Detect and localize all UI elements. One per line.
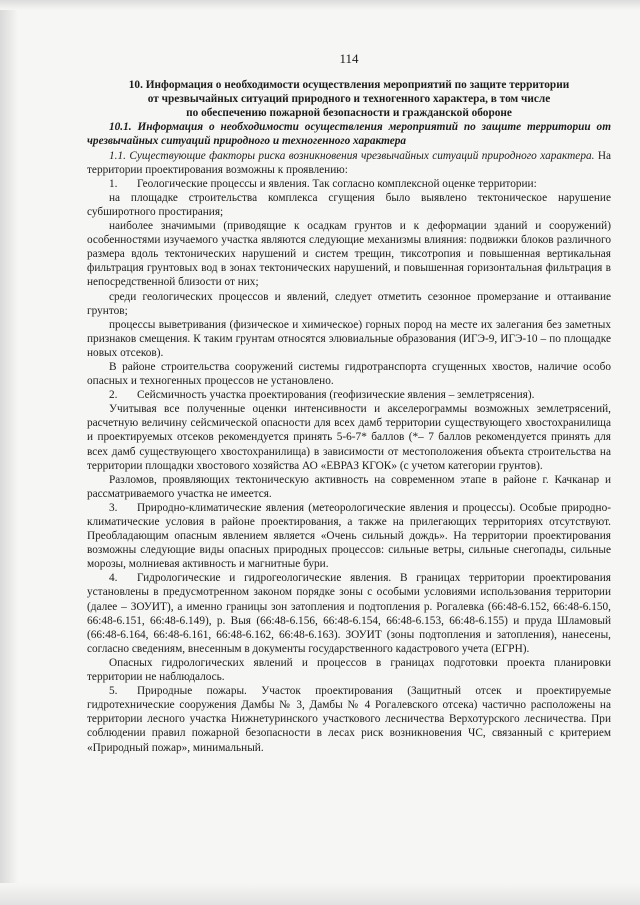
paragraph: Опасных гидрологических явлений и процессов в границах подготовки проекта планировки территории не наблюдалось. [87,656,611,684]
subsection-intro: На территории проектирования возможны к проявлению: [87,149,612,176]
list-item-text: Природные пожары. Участок проектирования (Защитный отсек и проектируемые гидротехнические сооружения Дамбы № 3, Дамбы № 4 Рогалевского отсека) частично расположены на территории лесного участка Нижнетуринского участкового лесничества Верхотурского лесничества. При соблюдении правил пожарной безопасности в лесах риск возникновения ЧС, связанный с критерием «Природный пожар», минимальный. [87,685,611,754]
scan-shadow-left [0,0,18,905]
paragraph: Учитывая все полученные оценки интенсивности и акселерограммы возможных землетрясений, расчетную величину сейсмической опасности для всех дамб территории существующего хвостохранилища и проектируемых отсеков рекомендуется принять 5-6-7* баллов (*– 7 баллов рекомендуется принять для всех дамб существующего хвостохранилища) в зависимости от местоположения объекта строительства на территории площадки хвостового хозяйства АО «ЕВРАЗ КГОК» (с учетом категории грунтов). [87,403,611,472]
scan-shadow-top [0,0,640,10]
page-number: 114 [339,51,359,66]
list-item-text: Природно-климатические явления (метеорологические явления и процессы). Особые природно-климатические условия в районе проектирования, а также на прилегающих территориях отсутствуют. Преобладающим опасным явлением является «Очень сильный дождь». На территории проектирования возможны следующие виды опасных природных процессов: сильные ветры, сильные снегопады, сильные морозы, молниевая активность и магнитные бури. [87,501,611,571]
list-item-seismic [87,388,611,402]
subsection-intro-paragraph [87,149,611,177]
list-item-text: Гидрологические и гидрогеологические явления. В границах территории проектирования установлены в предусмотренном законом порядке зоны с особыми условиями использования территории (далее – ЗОУИТ), а именно границы зон затопления и подтопления р. Рогалевка (66:48-6.152, 66:48-6.150, 66:48-6.151, 66:48-6.149), р. Выя (66:48-6.156, 66:48-6.154, 66:48-6.153, 66:48-6.155) и пруда Шламовый (66:48-6.164, 66:48-6.161, 66:48-6.162, 66:48-6.163). ЗОУИТ (зоны подтопления и затопления), нанесены, согласно сведениям, внесенным в документы государственного кадастрового учета (ЕГРН). [87,572,611,655]
section-heading [87,78,611,120]
page-content [87,52,611,755]
paragraph: процессы выветривания (физическое и химическое) горных пород на месте их залегания без заметных признаков смещения. К таким грунтам относятся элювиальные образования (ИГЭ-9, ИГЭ-10 – по площадке новых отсеков). [87,318,611,359]
subsection-title: 1.1. Существующие факторы риска возникновения чрезвычайных ситуаций природного характера. [109,149,595,162]
paragraph: на площадке строительства комплекса сгущения было выявлено тектоническое нарушение субширотного простирания; [87,191,611,218]
list-item-text: Геологические процессы и явления. Так согласно комплексной оценке территории: [137,177,537,190]
list-number: 3. [109,501,118,514]
list-item-text: Сейсмичность участка проектирования (геофизические явления – землетрясения). [137,389,535,402]
section-heading-line: от чрезвычайных ситуаций природного и техногенного характера, в том числе [147,93,551,106]
paragraph: В районе строительства сооружений системы гидротранспорта сгущенных хвостов, наличие особо опасных и техногенных процессов не установлено. [87,360,611,388]
list-item-hydrology [87,571,611,656]
list-number: 4. [109,572,118,585]
paragraph: Разломов, проявляющих тектоническую активность на современном этапе в районе г. Качканар и рассматриваемого участка не имеется. [87,473,611,500]
list-item-climate [87,501,611,571]
paragraph: среди геологических процессов и явлений, следует отметить сезонное промерзание и оттаивание грунтов; [87,290,611,317]
list-number: 5. [109,685,118,698]
list-item-fires [87,684,611,754]
list-number: 1. [109,177,118,190]
subsection-heading: 10.1. Информация о необходимости осуществления мероприятий по защите территории от чрезвычайных ситуаций природного и техногенного характера [87,121,611,148]
list-item-geology [87,177,611,191]
scan-shadow-bottom [0,883,640,905]
list-number: 2. [109,389,118,402]
section-heading-line: по обеспечению пожарной безопасности и гражданской обороне [186,107,512,120]
paragraph: наиболее значимыми (приводящие к осадкам грунтов и к деформации зданий и сооружений) особенностями изучаемого участка являются следующие механизмы влияния: подвижки блоков различного размера вдоль тектонических нарушений и систем трещин, тиксотропия и повышенная вертикальная фильтрация грунтовых вод в зонах тектонических нарушений, и повышенная горизонтальная фильтрация в непосредственной близости от них; [87,220,611,289]
section-heading-line: 10. Информация о необходимости осуществления мероприятий по защите территории [128,79,570,92]
